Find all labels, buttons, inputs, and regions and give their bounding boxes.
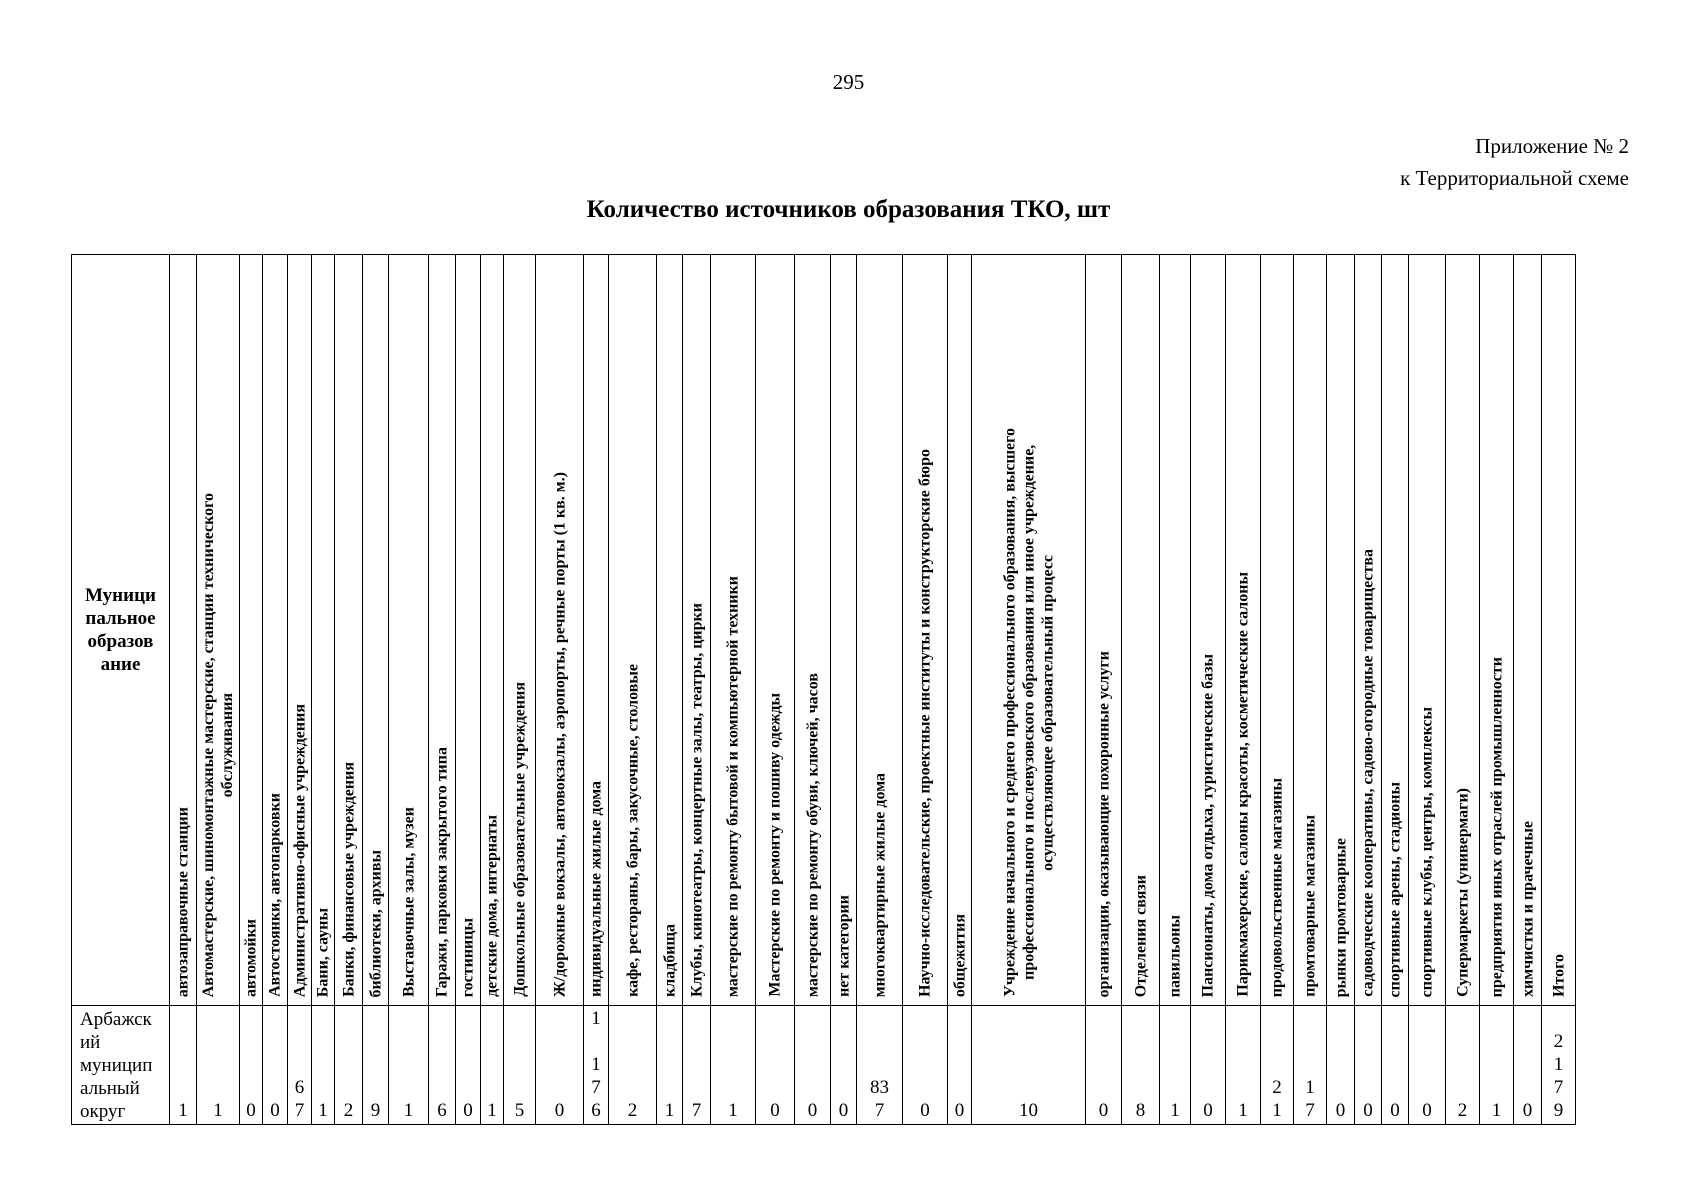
- column-header: [197, 255, 240, 1006]
- table-cell: [657, 1006, 683, 1125]
- cell-value: 0: [807, 1100, 818, 1121]
- cell-value: 1: [403, 1100, 414, 1121]
- table-cell: [584, 1006, 609, 1125]
- column-header-label: спортивные клубы, центры, комплексы: [1418, 706, 1436, 997]
- cell-value: 0: [1363, 1100, 1373, 1121]
- column-header: [240, 255, 263, 1006]
- table-cell: [335, 1006, 363, 1125]
- column-header-label: Гаражи, парковки закрытого типа: [433, 746, 451, 997]
- table-cell: [1355, 1006, 1382, 1125]
- column-header-label: кладбища: [661, 923, 678, 997]
- column-header: [429, 255, 456, 1006]
- column-header-label: Автомастерские, шиномонтажные мастерские, станции технического обслуживания: [200, 492, 236, 997]
- column-header: [903, 255, 948, 1006]
- cell-value: 2: [1457, 1100, 1468, 1121]
- column-header: [831, 255, 857, 1006]
- column-header: [1261, 255, 1294, 1006]
- table-cell: [609, 1006, 657, 1125]
- column-header: [504, 255, 536, 1006]
- cell-value: 1: [728, 1100, 738, 1121]
- column-header-label: Пансионаты, дома отдыха, туристические базы: [1199, 653, 1217, 997]
- cell-value: 1: [1491, 1100, 1502, 1121]
- table-cell: [683, 1006, 711, 1125]
- column-header: [1294, 255, 1327, 1006]
- municipality-header-label: Муници пальное образов ание: [85, 585, 156, 675]
- column-header-label: Научно-исследовательские, проектные институты и конструкторские бюро: [916, 449, 934, 997]
- cell-value: 0: [770, 1100, 780, 1121]
- cell-value: 1 1 7 6: [591, 1008, 601, 1121]
- column-header-label: Автостоянки, автопарковки: [266, 793, 284, 997]
- cell-value: 1: [487, 1100, 497, 1121]
- table-cell: [1480, 1006, 1514, 1125]
- table-cell: [1382, 1006, 1409, 1125]
- appendix-note: [1400, 130, 1629, 194]
- column-header-label: организации, оказывающие похоронные услуги: [1095, 650, 1112, 997]
- table-cell: [1542, 1006, 1576, 1125]
- cell-value: 0: [838, 1100, 849, 1121]
- column-header-label: мастерские по ремонту обуви, ключей, часов: [804, 673, 821, 997]
- column-header-label: Бани, сауны: [314, 907, 332, 997]
- table-cell: [481, 1006, 504, 1125]
- column-header-label: садоводческие кооперативы, садово-огородные товарищества: [1359, 549, 1377, 997]
- table-cell: [1191, 1006, 1226, 1125]
- column-header-label: индивидуальные жилые дома: [587, 781, 605, 997]
- column-header: [711, 255, 756, 1006]
- table-cell: [363, 1006, 389, 1125]
- cell-value: 6 7: [294, 1077, 305, 1121]
- column-header-label: химчистки и прачечные: [1519, 820, 1536, 997]
- table-cell: [972, 1006, 1086, 1125]
- table-cell: [1226, 1006, 1261, 1125]
- column-header: [335, 255, 363, 1006]
- table-cell: [263, 1006, 288, 1125]
- column-header-label: Выставочные залы, музеи: [400, 807, 417, 997]
- column-header-label: многоквартирные жилые дома: [871, 772, 888, 997]
- cell-value: 2 1: [1272, 1077, 1282, 1121]
- column-header-label: Дошкольные образовательные учреждения: [511, 682, 528, 997]
- column-header: [481, 255, 504, 1006]
- column-header: [1226, 255, 1261, 1006]
- cell-value: 0: [1098, 1100, 1109, 1121]
- column-header-label: нет категории: [835, 895, 852, 997]
- column-header: [1086, 255, 1122, 1006]
- appendix-line-1: Приложение № 2: [1475, 134, 1629, 158]
- column-header-label: Супермаркеты (универмаги): [1454, 788, 1471, 997]
- column-header-label: детские дома, интернаты: [483, 815, 501, 997]
- column-header: [363, 255, 389, 1006]
- column-header-label: Итого: [1550, 954, 1567, 997]
- cell-value: 1 7: [1305, 1077, 1315, 1121]
- tko-sources-table: [71, 254, 1576, 1125]
- table-cell: [831, 1006, 857, 1125]
- column-header-label: общежития: [951, 913, 968, 997]
- cell-value: 2: [343, 1100, 354, 1121]
- column-header: [584, 255, 609, 1006]
- column-header: [857, 255, 903, 1006]
- column-header: [1191, 255, 1226, 1006]
- table-row: [72, 1006, 1576, 1125]
- column-header: [1514, 255, 1542, 1006]
- table-cell: [1514, 1006, 1542, 1125]
- column-header: [657, 255, 683, 1006]
- column-header: [1446, 255, 1480, 1006]
- cell-value: 0: [920, 1100, 930, 1121]
- appendix-line-2: к Территориальной схеме: [1400, 166, 1629, 190]
- cell-value: 0: [554, 1100, 565, 1121]
- municipality-name: Арбажск ий муницип альный округ: [80, 1009, 153, 1122]
- column-header-label: мастерские по ремонту бытовой и компьютерной техники: [724, 576, 742, 997]
- table-cell: [1446, 1006, 1480, 1125]
- column-header-label: Административно-офисные учреждения: [291, 703, 308, 997]
- column-header-label: гостиницы: [459, 917, 477, 997]
- table-cell: [1261, 1006, 1294, 1125]
- table-cell: [1122, 1006, 1160, 1125]
- document-title: Количество источников образования ТКО, шт: [586, 196, 1111, 223]
- table-cell: [288, 1006, 312, 1125]
- table-cell: [312, 1006, 335, 1125]
- column-header-label: Ж/дорожные вокзалы, автовокзалы, аэропорты, речные порты (1 кв. м.): [551, 471, 568, 997]
- column-header: [609, 255, 657, 1006]
- column-header-label: Банки, финансовые учреждения: [340, 762, 357, 997]
- cell-value: 1: [1170, 1100, 1180, 1121]
- column-header-label: библиотеки, архивы: [367, 849, 384, 997]
- table-cell: [1086, 1006, 1122, 1125]
- cell-value: 0: [246, 1100, 256, 1121]
- cell-value: 7: [691, 1100, 702, 1121]
- cell-value: 1: [664, 1100, 675, 1121]
- cell-value: 1: [318, 1100, 328, 1121]
- cell-value: 0: [1522, 1100, 1533, 1121]
- cell-value: 0: [1422, 1100, 1432, 1121]
- table-cell: [504, 1006, 536, 1125]
- column-header-label: Клубы, кинотеатры, концертные залы, театры, цирки: [688, 602, 705, 997]
- table-cell: [170, 1006, 197, 1125]
- cell-value: 6: [437, 1100, 447, 1121]
- cell-value: 10: [1019, 1100, 1038, 1121]
- column-header-label: автозаправочные станции: [174, 806, 192, 997]
- table-cell: [429, 1006, 456, 1125]
- column-header: [1480, 255, 1514, 1006]
- column-header-label: продовольственные магазины: [1268, 777, 1286, 997]
- cell-value: 1: [213, 1100, 223, 1121]
- table-cell: [903, 1006, 948, 1125]
- column-header-label: павильоны: [1166, 914, 1184, 997]
- cell-value: 5: [514, 1100, 525, 1121]
- column-header-label: Отделения связи: [1132, 874, 1149, 997]
- column-header-label: промтоварные магазины: [1301, 815, 1319, 997]
- column-header-label: Учреждение начального и среднего профессионального образования, высшего профессионального и послевузовского образования или иное учреждение, осуществляющее образовательный процесс: [1001, 428, 1056, 997]
- column-header: [795, 255, 831, 1006]
- table-cell: [1327, 1006, 1355, 1125]
- cell-value: 1: [178, 1100, 188, 1121]
- column-header: [312, 255, 335, 1006]
- column-header: [1382, 255, 1409, 1006]
- cell-value: 0: [463, 1100, 473, 1121]
- column-header: [1160, 255, 1191, 1006]
- table-cell: [389, 1006, 429, 1125]
- column-header: [288, 255, 312, 1006]
- table-cell: [857, 1006, 903, 1125]
- table-cell: [1160, 1006, 1191, 1125]
- cell-value: 0: [270, 1100, 280, 1121]
- column-header-label: предприятия иных отраслей промышленности: [1488, 656, 1505, 997]
- column-header: [948, 255, 972, 1006]
- table-cell: [536, 1006, 584, 1125]
- column-header: [1327, 255, 1355, 1006]
- cell-value: 1: [1238, 1100, 1248, 1121]
- table-header-row: [72, 255, 1576, 1006]
- column-header-label: рынки промтоварные: [1332, 837, 1349, 997]
- column-header: [756, 255, 795, 1006]
- column-header-label: автомойки: [242, 919, 260, 997]
- cell-value: 0: [1390, 1100, 1400, 1121]
- table-cell: [197, 1006, 240, 1125]
- column-header: [1122, 255, 1160, 1006]
- table-cell: [1294, 1006, 1327, 1125]
- column-header-label: кафе, рестораны, бары, закусочные, столовые: [624, 664, 641, 997]
- cell-value: 9: [370, 1100, 381, 1121]
- column-header: [536, 255, 584, 1006]
- municipality-column-header: [72, 255, 170, 1006]
- table-cell: [711, 1006, 756, 1125]
- table-cell: [948, 1006, 972, 1125]
- table-cell: [756, 1006, 795, 1125]
- column-header: [972, 255, 1086, 1006]
- cell-value: 2: [627, 1100, 638, 1121]
- cell-value: 0: [954, 1100, 965, 1121]
- column-header: [170, 255, 197, 1006]
- cell-value: 2 1 7 9: [1553, 1031, 1564, 1121]
- municipality-name-cell: [72, 1006, 170, 1125]
- column-header: [1355, 255, 1382, 1006]
- page-number: 295: [832, 70, 865, 94]
- column-header: [683, 255, 711, 1006]
- cell-value: 0: [1203, 1100, 1213, 1121]
- column-header: [1542, 255, 1576, 1006]
- column-header-label: Мастерские по ремонту и пошиву одежды: [766, 693, 784, 997]
- table-cell: [456, 1006, 481, 1125]
- column-header: [263, 255, 288, 1006]
- column-header: [456, 255, 481, 1006]
- table-cell: [240, 1006, 263, 1125]
- column-header: [389, 255, 429, 1006]
- table-cell: [1409, 1006, 1446, 1125]
- column-header-label: спортивные арены, стадионы: [1386, 781, 1404, 997]
- cell-value: 83 7: [870, 1077, 889, 1121]
- cell-value: 8: [1135, 1100, 1146, 1121]
- cell-value: 0: [1335, 1100, 1346, 1121]
- column-header-label: Парикмахерские, салоны красоты, косметические салоны: [1234, 572, 1252, 997]
- column-header: [1409, 255, 1446, 1006]
- table-cell: [795, 1006, 831, 1125]
